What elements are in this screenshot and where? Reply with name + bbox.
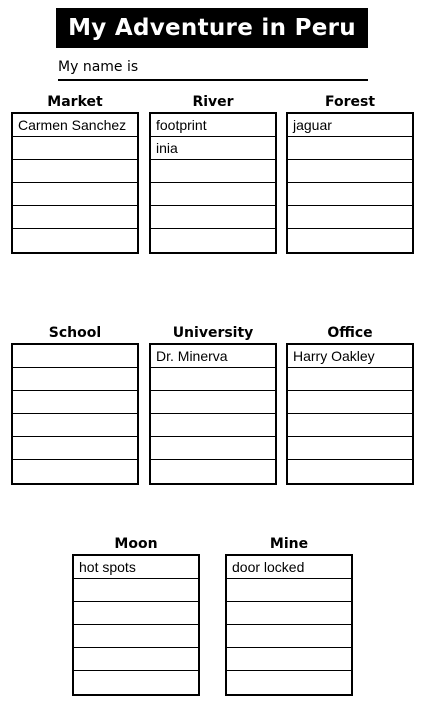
entry-cell[interactable] (288, 414, 412, 437)
section-mine (225, 534, 353, 696)
section-label: University (172, 325, 254, 341)
entry-grid (149, 112, 277, 254)
name-field[interactable] (58, 55, 368, 81)
entry-cell[interactable]: Harry Oakley (288, 345, 412, 368)
entry-grid (72, 554, 200, 696)
entry-cell[interactable] (13, 391, 137, 414)
entry-cell[interactable] (227, 671, 351, 694)
entry-cell[interactable]: door locked (227, 556, 351, 579)
entry-cell[interactable] (74, 602, 198, 625)
entry-grid (149, 343, 277, 485)
entry-cell[interactable] (288, 229, 412, 252)
entry-cell[interactable] (13, 414, 137, 437)
entry-cell[interactable] (288, 437, 412, 460)
entry-cell[interactable] (13, 345, 137, 368)
entry-cell[interactable] (288, 137, 412, 160)
entry-cell[interactable] (74, 648, 198, 671)
entry-cell[interactable] (151, 437, 275, 460)
entry-cell[interactable] (151, 368, 275, 391)
entry-cell[interactable] (288, 160, 412, 183)
entry-cell[interactable] (288, 391, 412, 414)
entry-cell[interactable] (74, 579, 198, 602)
section-label: Moon (114, 536, 158, 552)
section-river (149, 92, 277, 254)
entry-grid (11, 112, 139, 254)
section-market (11, 92, 139, 254)
entry-cell[interactable] (288, 460, 412, 483)
entry-cell[interactable] (74, 671, 198, 694)
section-label: Mine (269, 536, 309, 552)
entry-cell[interactable] (288, 183, 412, 206)
entry-grid (11, 343, 139, 485)
entry-cell[interactable] (151, 460, 275, 483)
entry-grid (286, 112, 414, 254)
page-title: My Adventure in Peru (56, 8, 368, 48)
section-office (286, 323, 414, 485)
section-moon (72, 534, 200, 696)
entry-cell[interactable] (13, 437, 137, 460)
entry-cell[interactable] (13, 229, 137, 252)
entry-cell[interactable]: inia (151, 137, 275, 160)
entry-cell[interactable] (227, 648, 351, 671)
name-label: My name is (58, 59, 139, 75)
entry-cell[interactable] (13, 368, 137, 391)
entry-cell[interactable] (151, 160, 275, 183)
entry-cell[interactable] (288, 206, 412, 229)
section-label: Forest (324, 94, 376, 110)
section-forest (286, 92, 414, 254)
entry-cell[interactable] (13, 160, 137, 183)
entry-cell[interactable] (227, 579, 351, 602)
entry-cell[interactable] (151, 414, 275, 437)
entry-cell[interactable] (151, 229, 275, 252)
entry-cell[interactable] (13, 137, 137, 160)
section-label: River (192, 94, 234, 110)
entry-cell[interactable]: Dr. Minerva (151, 345, 275, 368)
section-university (149, 323, 277, 485)
entry-cell[interactable] (13, 460, 137, 483)
entry-cell[interactable] (151, 206, 275, 229)
entry-cell[interactable]: footprint (151, 114, 275, 137)
entry-cell[interactable] (227, 602, 351, 625)
entry-cell[interactable] (74, 625, 198, 648)
entry-cell[interactable] (151, 391, 275, 414)
entry-cell[interactable]: hot spots (74, 556, 198, 579)
section-label: Market (47, 94, 103, 110)
entry-cell[interactable] (151, 183, 275, 206)
entry-cell[interactable] (288, 368, 412, 391)
entry-cell[interactable] (13, 183, 137, 206)
section-label: School (48, 325, 102, 341)
section-label: Office (327, 325, 373, 341)
entry-grid (286, 343, 414, 485)
entry-cell[interactable]: jaguar (288, 114, 412, 137)
entry-cell[interactable]: Carmen Sanchez (13, 114, 137, 137)
entry-cell[interactable] (13, 206, 137, 229)
section-school (11, 323, 139, 485)
entry-grid (225, 554, 353, 696)
entry-cell[interactable] (227, 625, 351, 648)
